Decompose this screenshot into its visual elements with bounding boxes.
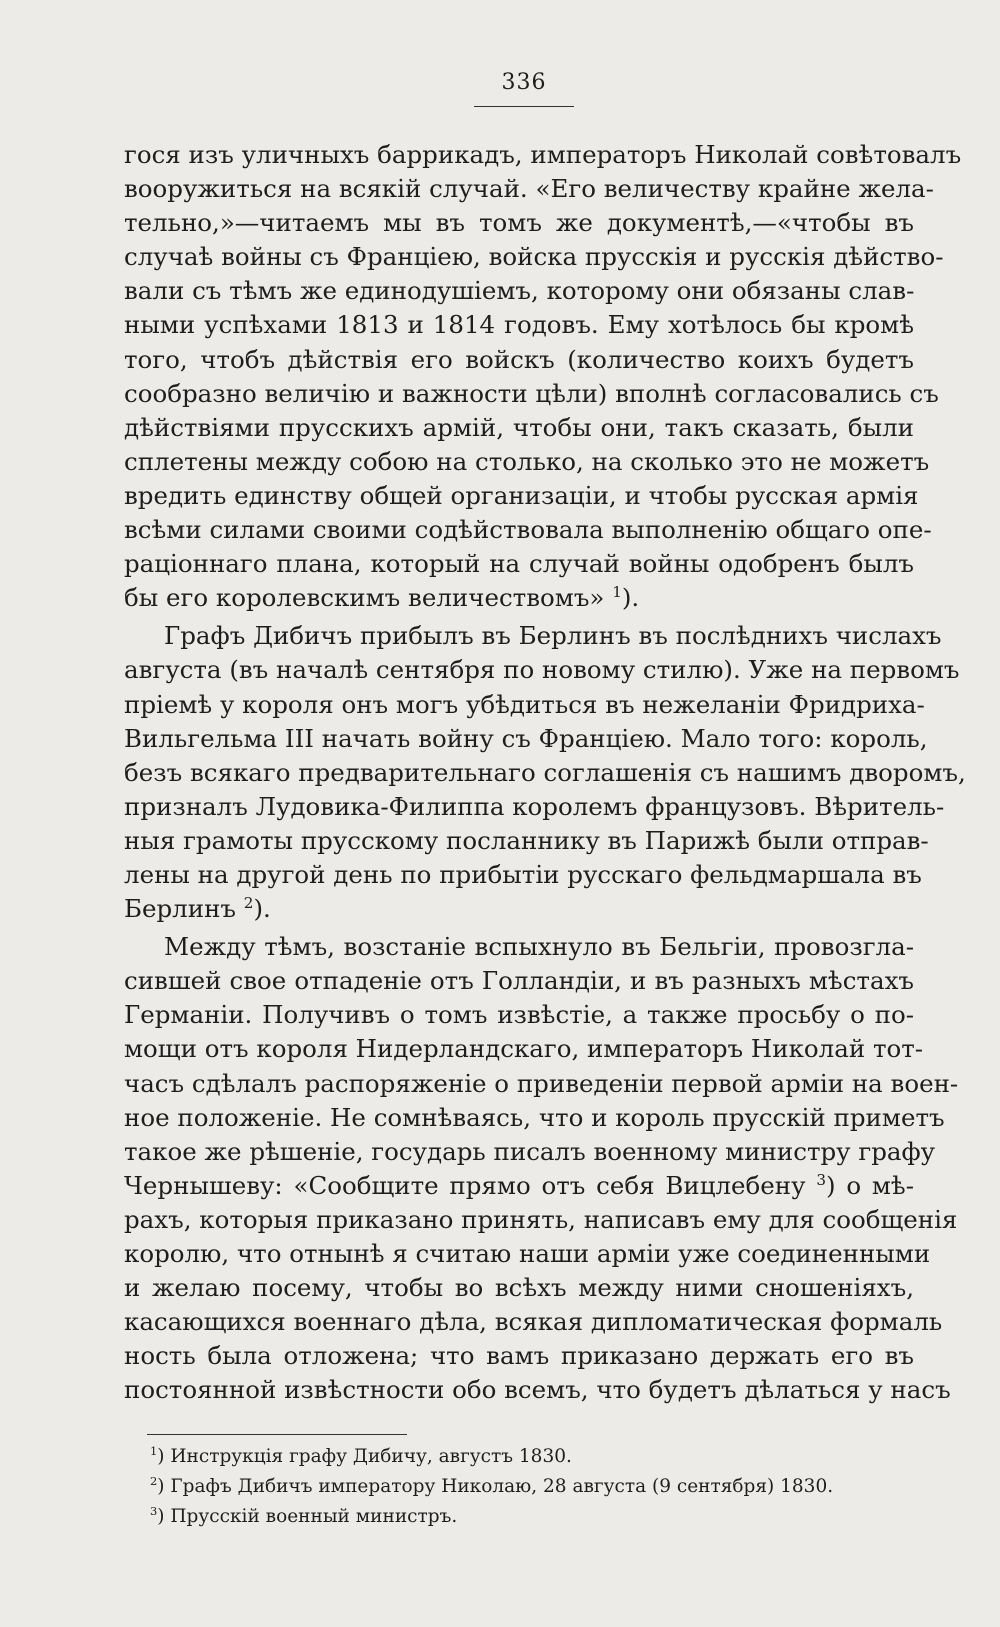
footnote-ref-2: 2 <box>243 893 254 912</box>
text-line: ное положеніе. Не сомнѣваясь, что и король прусскій приметъ <box>124 1102 945 1132</box>
footnote-ref-3: 3 <box>816 1170 826 1189</box>
text-line: гося изъ уличныхъ баррикадъ, императоръ Николай совѣтовалъ <box>124 140 962 169</box>
footnote <box>150 1472 930 1502</box>
text-line-start: бы его королевскимъ величествомъ» <box>124 583 613 613</box>
footnote-rule <box>147 1434 407 1435</box>
text-line: вредить единству общей организаціи, и чтобы русская армія <box>124 480 919 510</box>
page-number-rule <box>474 106 574 107</box>
text-line: Германіи. Получивъ о томъ извѣстіе, а также просьбу о по- <box>124 1000 914 1030</box>
text-line: такое же рѣшеніе, государь писалъ военному министру графу <box>124 1136 936 1166</box>
page-number: 336 <box>501 70 547 95</box>
text-line: сившей свое отпаденіе отъ Голландіи, и въ разныхъ мѣстахъ <box>124 966 914 996</box>
text-line: дѣйствіями прусскихъ армій, чтобы они, такъ сказать, были <box>124 412 914 442</box>
text-line: Между тѣмъ, возстаніе вспыхнуло въ Бельгіи, провозгла- <box>164 932 914 962</box>
text-line: вали съ тѣмъ же единодушіемъ, которому они обязаны слав- <box>124 276 915 306</box>
text-line: того, чтобъ дѣйствія его войскъ (количество коихъ будетъ <box>124 344 914 374</box>
text-line: Графъ Дибичъ прибылъ въ Берлинъ въ послѣднихъ числахъ <box>164 621 942 651</box>
text-line: сплетены между собою на столько, на сколько это не можетъ <box>124 446 930 476</box>
text-line-end: ) о мѣ- <box>825 1170 914 1200</box>
text-line-start: Берлинъ <box>124 894 244 924</box>
text-line: сообразно величію и важности цѣли) вполнѣ согласовались съ <box>124 378 939 408</box>
footnote-text: ) Инструкція графу Дибичу, августъ 1830. <box>157 1446 572 1467</box>
text-line-start: Чернышеву: «Сообщите прямо отъ себя Вицлебену <box>124 1170 817 1200</box>
footnote-ref-1: 1 <box>612 583 622 602</box>
text-line: мощи отъ короля Нидерландскаго, императоръ Николай тот- <box>124 1034 924 1064</box>
text-line: ныя грамоты прусскому посланнику въ Парижѣ были отправ- <box>124 825 929 855</box>
footnote-mark: 1 <box>150 1443 158 1458</box>
footnote-mark: 2 <box>150 1473 158 1488</box>
text-line: вооружиться на всякій случай. «Его величеству крайне жела- <box>124 174 934 204</box>
footnote-text: ) Прусскій военный министръ. <box>157 1506 458 1527</box>
text-line: призналъ Лудовика-Филиппа королемъ французовъ. Вѣритель- <box>124 791 945 821</box>
text-line-end: ). <box>253 894 271 924</box>
text-line: раціоннаго плана, который на случай войны одобренъ былъ <box>124 549 914 579</box>
text-line: и желаю посему, чтобы во всѣхъ между ними сношеніяхъ, <box>124 1273 914 1303</box>
text-line: безъ всякаго предварительнаго соглашенія съ нашимъ дворомъ, <box>124 757 966 787</box>
text-line: всѣми силами своими содѣйствовала выполненію общаго опе- <box>124 515 932 545</box>
footnote-mark: 3 <box>150 1503 158 1518</box>
text-line: касающихся военнаго дѣла, всякая дипломатическая формаль <box>124 1307 943 1337</box>
text-line: ными успѣхами 1813 и 1814 годовъ. Ему хотѣлось бы кромѣ <box>124 310 914 340</box>
text-line: королю, что отнынѣ я считаю наши арміи уже соединенными <box>124 1239 931 1268</box>
footnote <box>150 1442 930 1472</box>
text-line: пріемѣ у короля онъ могъ убѣдиться въ нежеланіи Фридриха- <box>124 689 925 719</box>
footnote-text: ) Графъ Дибичъ императору Николаю, 28 августа (9 сентября) 1830. <box>157 1476 834 1497</box>
text-line: ность была отложена; что вамъ приказано держать его въ <box>124 1341 914 1371</box>
text-line-end: ). <box>621 583 640 613</box>
text-line: постоянной извѣстности обо всемъ, что будетъ дѣлаться у насъ <box>124 1375 951 1405</box>
text-line <box>124 892 914 926</box>
text-line: рахъ, которыя приказано принять, написавъ ему для сообщенія <box>124 1204 958 1234</box>
body-text <box>124 138 966 1407</box>
text-line: тельно,»—читаемъ мы въ томъ же документѣ,—«чтобы въ <box>124 208 914 238</box>
text-line: августа (въ началѣ сентября по новому стилю). Уже на первомъ <box>124 655 960 685</box>
text-line: Вильгельма III начать войну съ Франціею. Мало того: король, <box>124 723 928 753</box>
footnote <box>150 1502 930 1532</box>
text-line: случаѣ войны съ Франціею, войска прусскія и русскія дѣйство- <box>124 242 944 272</box>
footnotes <box>150 1442 930 1532</box>
text-line <box>124 581 914 615</box>
text-line: лены на другой день по прибытіи русскаго фельдмаршала въ <box>124 859 922 889</box>
text-line: часъ сдѣлалъ распоряженіе о приведеніи первой арміи на воен- <box>124 1068 959 1098</box>
text-line <box>124 1169 914 1203</box>
